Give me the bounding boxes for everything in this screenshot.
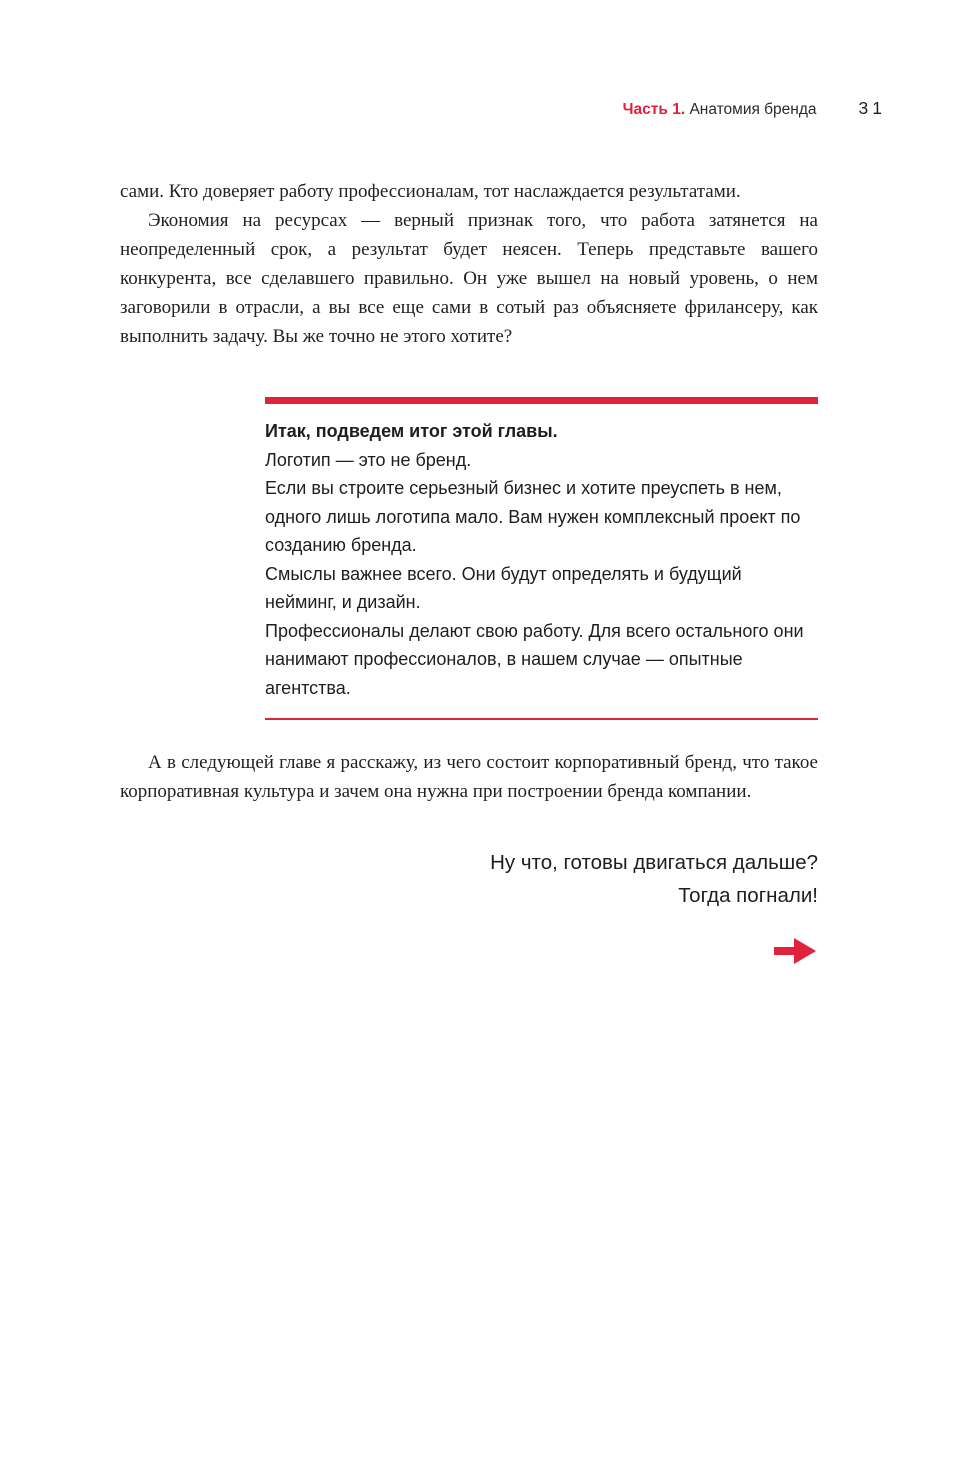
callout-title: Итак, подведем итог этой главы. (265, 421, 558, 441)
callout-line: Смыслы важнее всего. Они будут определять и будущий нейминг, и дизайн. (265, 563, 742, 612)
callout-line: Логотип — это не бренд. (265, 449, 472, 470)
chapter-title: Анатомия бренда (689, 101, 817, 118)
callout-line: Если вы строите серьезный бизнес и хотите преуспеть в нем, одного лишь логотипа мало. Вам нужен комплексный проект по созданию бренда. (265, 478, 801, 555)
arrow-container (120, 934, 818, 973)
outro-line: Ну что, готовы двигаться дальше? (490, 851, 818, 874)
chapter-summary-callout (265, 397, 818, 720)
body-paragraph: Экономия на ресурсах — верный признак того, что работа затянется на неопределенный срок, а результат будет неясен. Теперь представьте вашего конкурента, все сделавшего правильно. Он уже вышел на новый уровень, о нем заговорили в отрасли, а вы все еще сами в сотый раз объясняете фрилансеру, как выполнить задачу. Вы же точно не этого хотите? (120, 210, 818, 347)
page-number: 31 (858, 98, 886, 118)
callout-line: Профессионалы делают свою работу. Для всего остального они нанимают профессионалов, в нашем случае — опытные агентства. (265, 620, 804, 698)
chapter-label: Часть 1. (622, 101, 686, 118)
right-arrow-shape (774, 938, 816, 964)
running-head (623, 101, 817, 119)
outro-block (120, 846, 818, 912)
right-arrow-icon (772, 934, 818, 968)
closing-paragraph: А в следующей главе я расскажу, из чего состоит корпоративный бренд, что такое корпоративная культура и зачем она нужна при построении бренда компании. (120, 752, 818, 802)
body-paragraph: сами. Кто доверяет работу профессионалам, тот наслаждается результатами. (120, 181, 741, 202)
body-text-block (120, 177, 818, 351)
page-content (120, 177, 818, 973)
closing-text-block (120, 748, 818, 806)
page-header (120, 98, 886, 119)
outro-line: Тогда погнали! (678, 884, 818, 907)
